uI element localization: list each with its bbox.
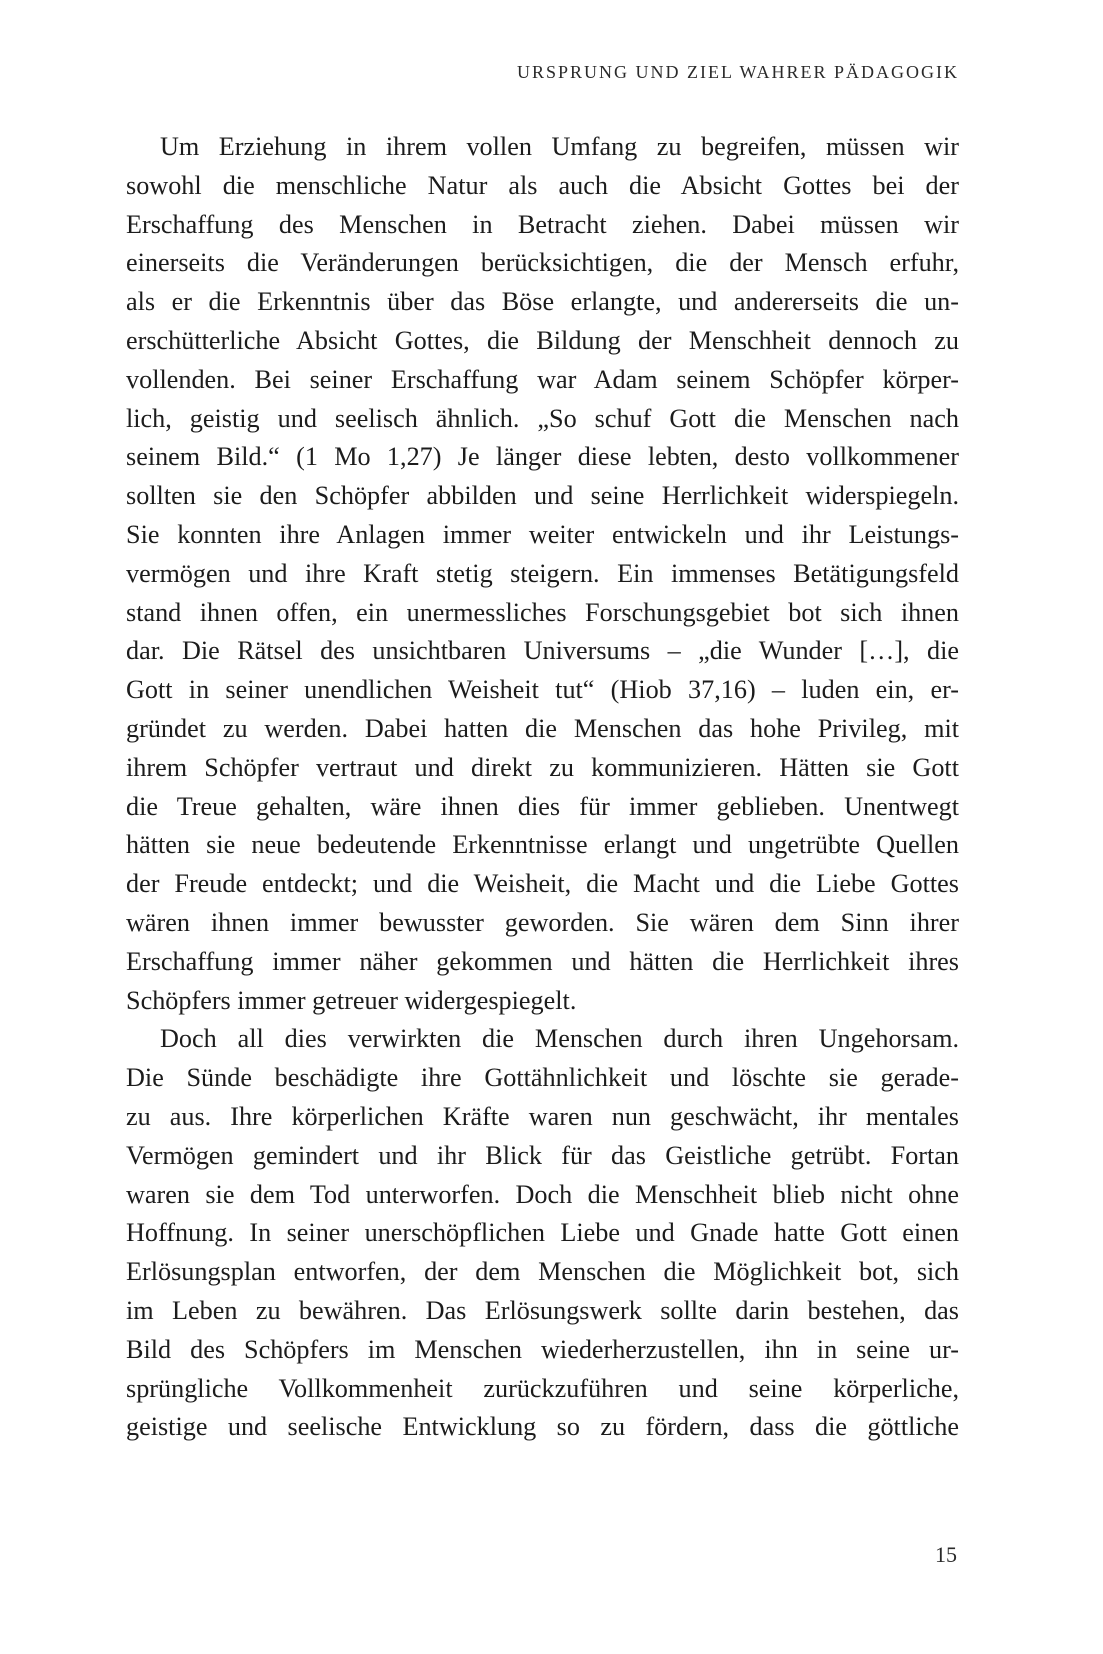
text-line: Doch all dies verwirkten die Menschen durch ihren Ungehorsam. [160, 1024, 959, 1054]
text-line: dar. Die Rätsel des unsichtbaren Universums – „die Wunder […], die [126, 636, 959, 666]
text-line: gründet zu werden. Dabei hatten die Menschen das hohe Privileg, mit [126, 713, 959, 743]
text-line: ihrem Schöpfer vertraut und direkt zu kommunizieren. Hätten sie Gott [126, 752, 959, 782]
paragraph-2 [126, 1020, 959, 1447]
text-line: erschütterliche Absicht Gottes, die Bildung der Menschheit dennoch zu [126, 325, 959, 355]
text-line: Erschaffung des Menschen in Betracht ziehen. Dabei müssen wir [126, 209, 959, 239]
text-line: lich, geistig und seelisch ähnlich. „So schuf Gott die Menschen nach [126, 403, 959, 433]
text-line: waren sie dem Tod unterworfen. Doch die Menschheit blieb nicht ohne [126, 1179, 959, 1209]
text-line: geistige und seelische Entwicklung so zu fördern, dass die göttliche [126, 1412, 959, 1442]
text-line: sprüngliche Vollkommenheit zurückzuführen und seine körperliche, [126, 1373, 959, 1403]
page-number: 15 [935, 1542, 957, 1567]
text-line: die Treue gehalten, wäre ihnen dies für immer geblieben. Unentwegt [126, 791, 959, 821]
text-line: hätten sie neue bedeutende Erkenntnisse erlangt und ungetrübte Quellen [126, 830, 959, 860]
text-line: sollten sie den Schöpfer abbilden und seine Herrlichkeit widerspiegeln. [126, 481, 959, 511]
text-line: stand ihnen offen, ein unermessliches Forschungsgebiet bot sich ihnen [126, 597, 959, 627]
body-text [126, 128, 959, 1447]
text-line: als er die Erkenntnis über das Böse erlangte, und andererseits die un- [126, 287, 959, 317]
text-line: Schöpfers immer getreuer widergespiegelt. [126, 985, 577, 1015]
text-line: Sie konnten ihre Anlagen immer weiter entwickeln und ihr Leistungs- [126, 519, 959, 549]
text-line: sowohl die menschliche Natur als auch die Absicht Gottes bei der [126, 170, 959, 200]
text-line: zu aus. Ihre körperlichen Kräfte waren nun geschwächt, ihr mentales [126, 1101, 959, 1131]
text-line: Hoffnung. In seiner unerschöpflichen Liebe und Gnade hatte Gott einen [126, 1218, 959, 1248]
text-line: Gott in seiner unendlichen Weisheit tut“ (Hiob 37,16) – luden ein, er- [126, 675, 959, 705]
paragraph-1 [126, 128, 959, 1020]
text-line: im Leben zu bewähren. Das Erlösungswerk sollte darin bestehen, das [126, 1295, 959, 1325]
text-line: Bild des Schöpfers im Menschen wiederherzustellen, ihn in seine ur- [126, 1334, 959, 1364]
text-line: vermögen und ihre Kraft stetig steigern. Ein immenses Betätigungsfeld [126, 558, 959, 588]
text-line: einerseits die Veränderungen berücksichtigen, die der Mensch erfuhr, [126, 248, 959, 278]
text-line: Die Sünde beschädigte ihre Gottähnlichkeit und löschte sie gerade- [126, 1063, 959, 1093]
text-line: wären ihnen immer bewusster geworden. Sie wären dem Sinn ihrer [126, 907, 959, 937]
text-line: Erlösungsplan entworfen, der dem Menschen die Möglichkeit bot, sich [126, 1257, 959, 1287]
text-line: Um Erziehung in ihrem vollen Umfang zu begreifen, müssen wir [160, 132, 959, 161]
running-head: URSPRUNG UND ZIEL WAHRER PÄDAGOGIK [516, 62, 959, 82]
text-line: Vermögen gemindert und ihr Blick für das Geistliche getrübt. Fortan [126, 1140, 959, 1170]
text-line: seinem Bild.“ (1 Mo 1,27) Je länger diese lebten, desto vollkommener [126, 442, 959, 472]
text-line: der Freude entdeckt; und die Weisheit, die Macht und die Liebe Gottes [126, 869, 959, 899]
text-line: Erschaffung immer näher gekommen und hätten die Herrlichkeit ihres [126, 946, 959, 976]
text-line: vollenden. Bei seiner Erschaffung war Adam seinem Schöpfer körper- [126, 364, 959, 394]
